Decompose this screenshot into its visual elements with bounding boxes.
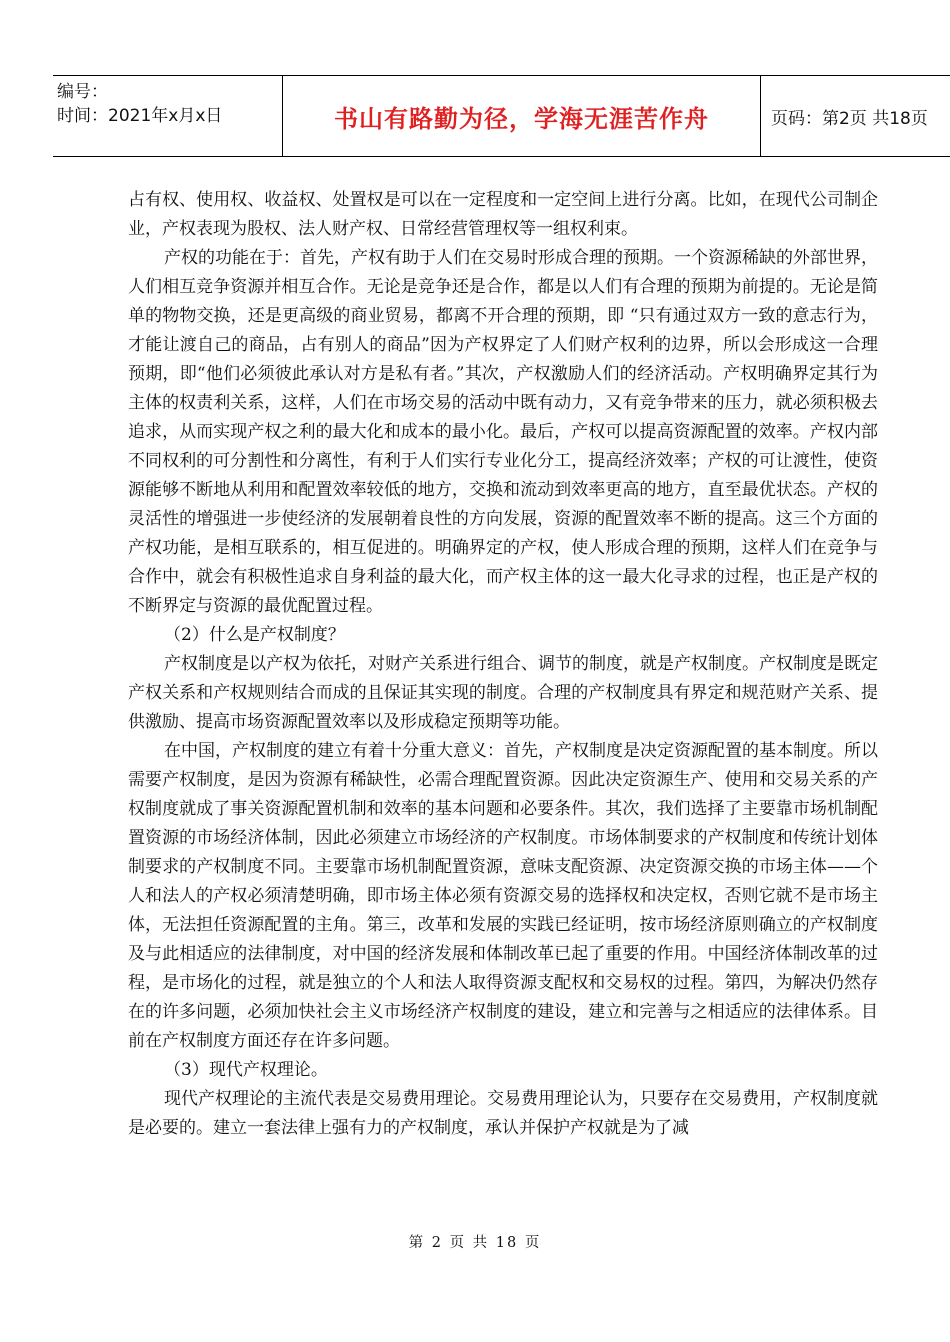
document-time-label: 时间：2021年x月x日 (57, 106, 223, 126)
section-heading: （2）什么是产权制度？ (164, 625, 345, 645)
header-table (53, 75, 950, 157)
header-page-info: 页码：第2页 共18页 (771, 108, 928, 129)
document-body (128, 186, 878, 1143)
header-left-cell (53, 76, 283, 156)
page-footer: 第 2 页 共 18 页 (408, 1235, 542, 1251)
section-heading: （3）现代产权理论。 (164, 1060, 328, 1080)
paragraph: 占有权、使用权、收益权、处置权是可以在一定程度和一定空间上进行分离。比如，在现代公司制企业，产权表现为股权、法人财产权、日常经营管理权等一组权利束。 (128, 190, 878, 239)
paragraph: 在中国，产权制度的建立有着十分重大意义：首先，产权制度是决定资源配置的基本制度。所以需要产权制度，是因为资源有稀缺性，必需合理配置资源。因此决定资源生产、使用和交易关系的产权制度就成了事关资源配置机制和效率的基本问题和必要条件。其次，我们选择了主要靠市场机制配置资源的市场经济体制，因此必须建立市场经济的产权制度。市场体制要求的产权制度和传统计划体制要求的产权制度不同。主要靠市场机制配置资源，意味支配资源、决定资源交换的市场主体——个人和法人的产权必须清楚明确，即市场主体必须有资源交易的选择权和决定权，否则它就不是市场主体，无法担任资源配置的主角。第三，改革和发展的实践已经证明，按市场经济原则确立的产权制度及与此相适应的法律制度，对中国的经济发展和体制改革已起了重要的作用。中国经济体制改革的过程，是市场化的过程，就是独立的个人和法人取得资源支配权和交易权的过程。第四，为解决仍然存在的许多问题，必须加快社会主义市场经济产权制度的建设，建立和完善与之相适应的法律体系。目前在产权制度方面还存在许多问题。 (128, 741, 878, 1051)
paragraph: 现代产权理论的主流代表是交易费用理论。交易费用理论认为，只要存在交易费用，产权制度就是必要的。建立一套法律上强有力的产权制度，承认并保护产权就是为了减 (128, 1089, 878, 1138)
header-motto: 书山有路勤为径，学海无涯苦作舟 (283, 76, 761, 156)
paragraph: 产权制度是以产权为依托，对财产关系进行组合、调节的制度，就是产权制度。产权制度是既定产权关系和产权规则结合而成的且保证其实现的制度。合理的产权制度具有界定和规范财产关系、提供激励、提高市场资源配置效率以及形成稳定预期等功能。 (128, 654, 878, 732)
paragraph: 产权的功能在于：首先，产权有助于人们在交易时形成合理的预期。一个资源稀缺的外部世界，人们相互竞争资源并相互合作。无论是竞争还是合作，都是以人们有合理的预期为前提的。无论是简单的物物交换，还是更高级的商业贸易，都离不开合理的预期，即 “只有通过双方一致的意志行为，才能让渡自己的商品，占有别人的商品”因为产权界定了人们财产权利的边界，所以会形成这一合理预期，即“他们必须彼此承认对方是私有者。”其次，产权激励人们的经济活动。产权明确界定其行为主体的权责利关系，这样，人们在市场交易的活动中既有动力，又有竞争带来的压力，就必须积极去追求，从而实现产权之利的最大化和成本的最小化。最后，产权可以提高资源配置的效率。产权内部不同权利的可分割性和分离性，有利于人们实行专业化分工，提高经济效率；产权的可让渡性，使资源能够不断地从利用和配置效率较低的地方，交换和流动到效率更高的地方，直至最优状态。产权的灵活性的增强进一步使经济的发展朝着良性的方向发展，资源的配置效率不断的提高。这三个方面的产权功能，是相互联系的，相互促进的。明确界定的产权，使人形成合理的预期，这样人们在竞争与合作中，就会有积极性追求自身利益的最大化，而产权主体的这一最大化寻求的过程，也正是产权的不断界定与资源的最优配置过程。 (128, 248, 878, 616)
document-number-label: 编号： (57, 82, 108, 102)
